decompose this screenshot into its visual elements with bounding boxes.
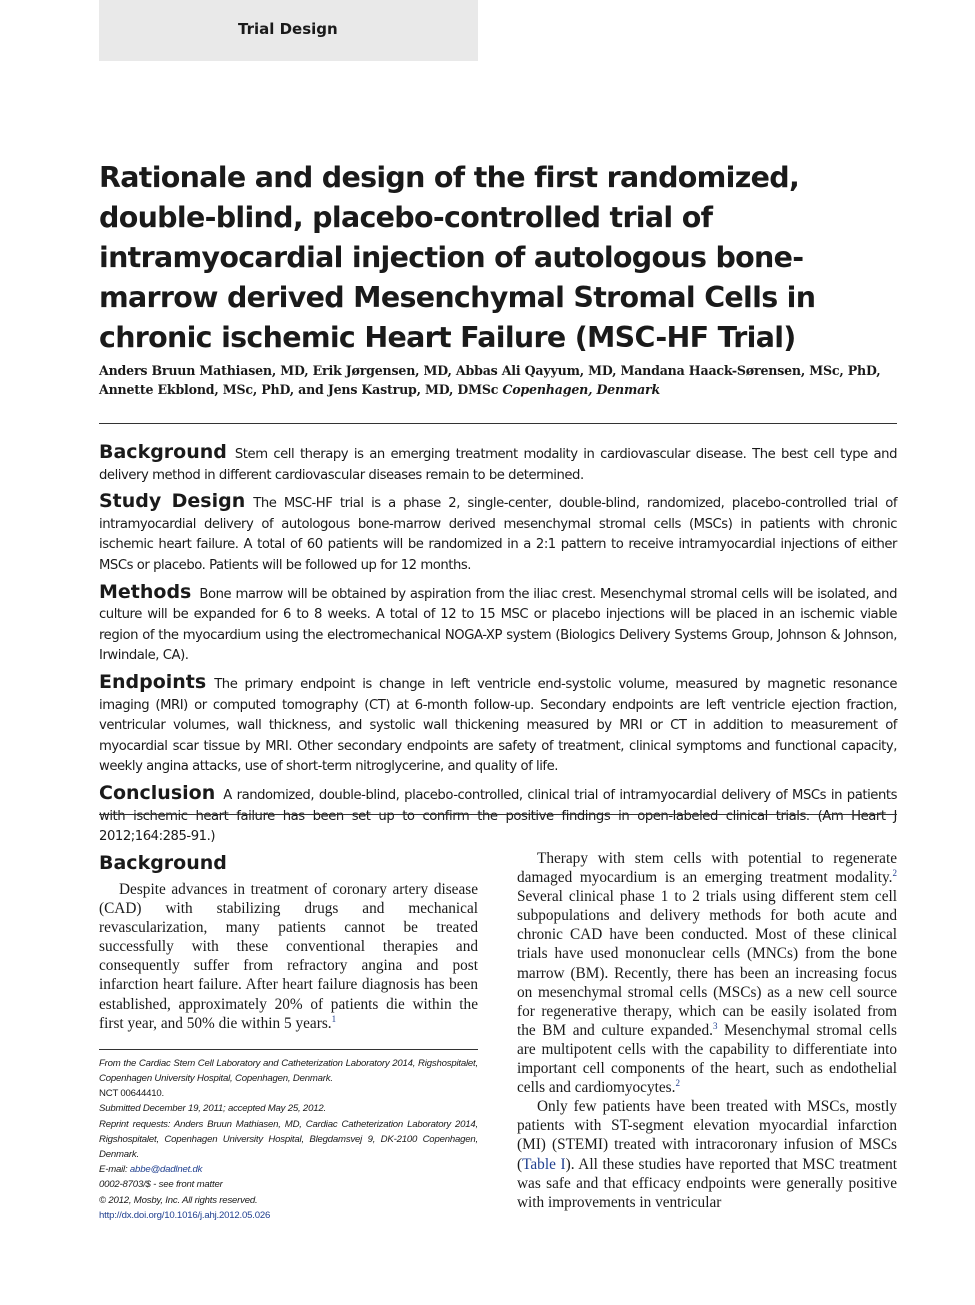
issn-note: 0002-8703/$ - see front matter	[99, 1179, 223, 1191]
authors-names: Anders Bruun Mathiasen, MD, Erik Jørgensen, MD, Abbas Ali Qayyum, MD, Mandana Haack-Sørensen, MSc, PhD, Annette Ekblond, MSc, PhD, and Jens Kastrup, MD, DMSc	[99, 363, 881, 397]
abstract-conclusion	[99, 783, 897, 848]
right-column	[517, 849, 897, 1212]
left-column	[99, 850, 478, 1223]
section-tab	[99, 0, 478, 61]
abstract-text: Stem cell therapy is an emerging treatment modality in cardiovascular disease. The best cell type and delivery method in different cardiovascular diseases remain to be determined.	[99, 447, 897, 483]
email-link[interactable]: abbe@dadlnet.dk	[129, 1164, 203, 1176]
abstract-text: Bone marrow will be obtained by aspiration from the iliac crest. Mesenchymal stromal cells will be isolated, and culture will be expanded for 6 to 8 weeks. A total of 12 to 15 MSC or placebo injections will be placed in an ischemic viable region of the myocardium using the electromechanical NOGA-XP system (Biologics Delivery Systems Group, Johnson & Johnson, Irwindale, CA).	[99, 586, 897, 664]
abstract-top-rule	[99, 423, 897, 424]
abstract-study-design	[99, 491, 897, 576]
abstract-methods	[99, 582, 897, 667]
email-label: E-mail:	[99, 1164, 130, 1176]
section-label: Trial Design	[238, 20, 338, 38]
abstract	[99, 442, 897, 853]
paragraph-text: Mesenchymal stromal cells are multipotent cells with the capability to differentiate into important cell components of the heart, such as endothelial cells and cardiomyocytes.	[517, 1021, 897, 1097]
footnote-rule	[99, 1049, 478, 1050]
email-line	[99, 1162, 478, 1177]
body-paragraph	[517, 1097, 897, 1212]
abstract-heading: Study Design	[99, 490, 246, 513]
authors-location: Copenhagen, Denmark	[502, 382, 661, 397]
paragraph-text: ). All these studies have reported that MSC treatment was safe and that efficacy endpoints were generally positive with improvements in ventricular	[517, 1155, 898, 1211]
abstract-heading: Conclusion	[99, 781, 216, 804]
paragraph-text: Despite advances in treatment of coronary artery disease (CAD) with stabilizing drugs and mechanical revascularization, many patients cannot be treated successfully with these conventional therapies and consequently suffer from refractory angina and post infarction heart failure. After heart failure diagnosis has been established, approximately 20% of patients die within the first year, and 50% die within 5 years.	[99, 881, 478, 1032]
copyright-note: © 2012, Mosby, Inc. All rights reserved.	[99, 1194, 258, 1206]
abstract-bottom-rule	[99, 814, 897, 815]
paragraph-text: Several clinical phase 1 to 2 trials using different stem cell subpopulations and delivery methods for both acute and chronic CAD have been conducted. Most of these clinical trials have used mononuclear cells (MNCs) from the bone marrow (BM). Recently, there has been an increasing focus on mesenchymal stromal cells (MSCs) as a new cell source for regenerative therapy, which can be easily isolated from the BM and culture expanded.	[517, 888, 897, 1039]
abstract-text: The primary endpoint is change in left ventricle end-systolic volume, measured by magnetic resonance imaging (MRI) or computed tomography (CT) at 6-month follow-up. Secondary endpoints are left ventricle ejection fraction, ventricular volumes, wall thickness, and systolic wall thickening measured by MRI or CT in addition to measurement of myocardial scar tissue by MRI. Other secondary endpoints are safety of treatment, clinical symptoms and functional capacity, weekly angina attacks, use of short-term nitroglycerine, and quality of life.	[99, 676, 897, 775]
table-link[interactable]: Table I	[522, 1155, 566, 1173]
body-paragraph	[99, 880, 478, 1033]
trial-registration: NCT 00644410.	[99, 1088, 164, 1100]
body-paragraph	[517, 849, 897, 1097]
abstract-endpoints	[99, 672, 897, 778]
author-list	[99, 361, 897, 399]
abstract-heading: Background	[99, 441, 227, 463]
affiliation-note: From the Cardiac Stem Cell Laboratory and Catheterization Laboratory 2014, Rigshospitalet, Copenhagen University Hospital, Copenhagen, Denmark.	[99, 1057, 478, 1084]
abstract-text: The MSC-HF trial is a phase 2, single-center, double-blind, randomized, placebo-controlled trial of intramyocardial delivery of autologous bone-marrow derived mesenchymal stromal cells (MSCs) in patients with chronic ischemic heart failure. A total of 60 patients will be randomized in a 2:1 pattern to receive intramyocardial injections of either MSCs or placebo. Patients will be followed up for 12 months.	[99, 496, 898, 573]
abstract-heading: Endpoints	[99, 670, 207, 693]
reprint-requests: Reprint requests: Anders Bruun Mathiasen, MD, Cardiac Catheterization Laboratory 2014, Rigshospitalet, Copenhagen University Hospital, Blegdamsvej 9, DK-2100 Copenhagen, Denmark.	[99, 1118, 478, 1160]
citation-ref[interactable]: 2	[892, 868, 897, 879]
citation-ref[interactable]: 3	[712, 1020, 718, 1031]
citation-ref[interactable]: 2	[675, 1078, 680, 1089]
citation-ref[interactable]: 1	[331, 1013, 337, 1024]
paragraph-text: Therapy with stem cells with potential to regenerate damaged myocardium is an emerging treatment modality.	[517, 850, 897, 887]
abstract-background	[99, 442, 897, 486]
section-heading: Background	[99, 852, 227, 874]
paragraph-text: Only few patients have been treated with MSCs, mostly patients with ST-segment elevation myocardial infarction (MI) (STEMI) treated with intracoronary infusion of MSCs (	[517, 1098, 897, 1173]
footnotes	[99, 1056, 478, 1223]
submission-dates: Submitted December 19, 2011; accepted May 25, 2012.	[99, 1103, 326, 1115]
abstract-text: A randomized, double-blind, placebo-controlled, clinical trial of intramyocardial delivery of MSCs in patients with ischemic heart failure has been set up to confirm the positive findings in open-labeled clinical trials. (Am Heart J 2012;164:285-91.)	[99, 787, 897, 845]
abstract-heading: Methods	[99, 580, 192, 603]
doi-link[interactable]: http://dx.doi.org/10.1016/j.ahj.2012.05.026	[99, 1209, 271, 1221]
article-title: Rationale and design of the first randomized, double-blind, placebo-controlled trial of intramyocardial injection of autologous bone-marrow derived Mesenchymal Stromal Cells in chronic ischemic Heart Failure (MSC-HF Trial)	[99, 161, 816, 354]
